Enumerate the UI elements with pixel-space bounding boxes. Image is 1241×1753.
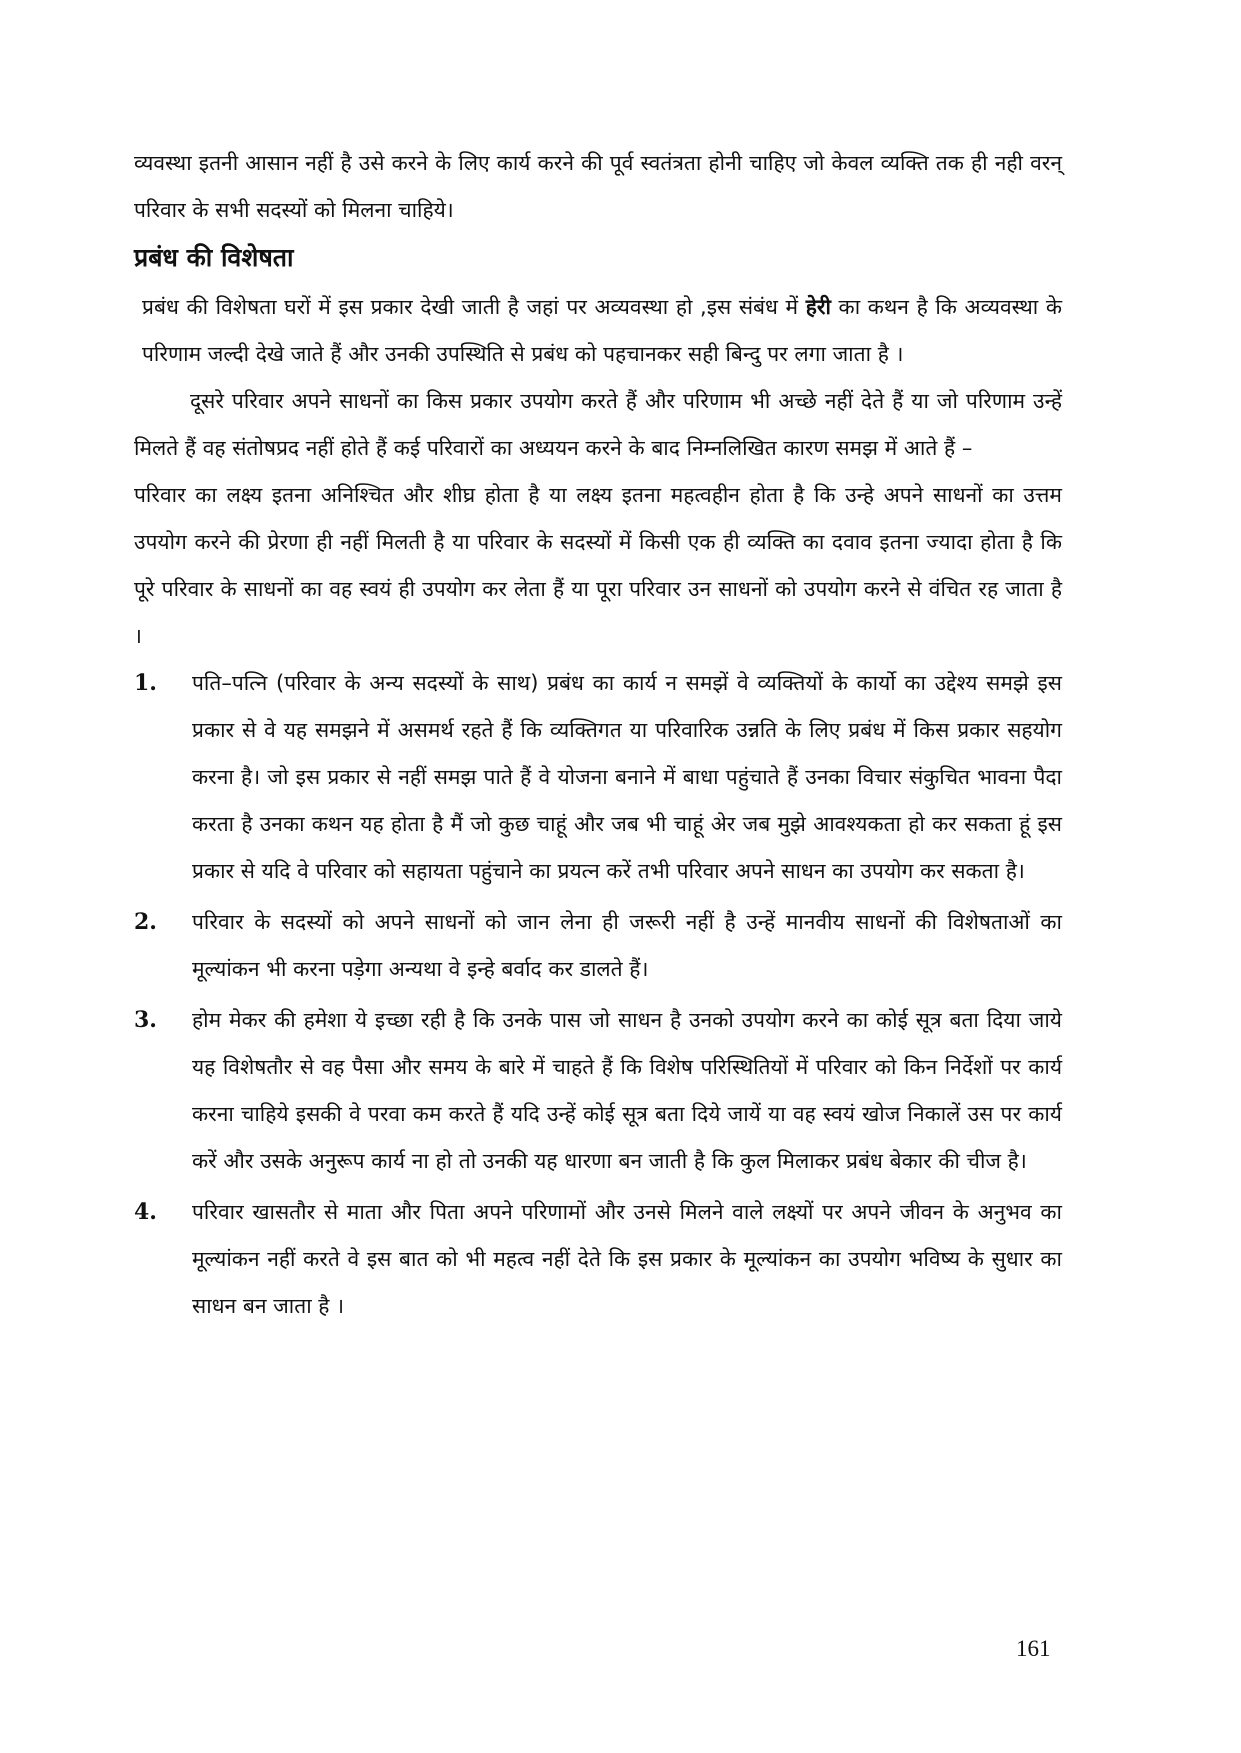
list-number: 4. bbox=[134, 1199, 157, 1225]
page-content bbox=[134, 140, 1062, 1330]
list-number: 3. bbox=[134, 1007, 157, 1033]
paragraph-1 bbox=[134, 284, 1062, 378]
list-text: पति–पत्नि (परिवार के अन्य सदस्यों के साथ) प्रबंध का कार्य न समझें वे व्यक्तियों के कार्यो का उद्देश्य समझे इस प्रकार से वे यह समझने में असमर्थ रहते हैं कि व्यक्तिगत या परिवारिक उन्नति के लिए प्रबंध में किस प्रकार सहयोग करना है। जो इस प्रकार से नहीं समझ पाते हैं वे योजना बनाने में बाधा पहुंचाते हैं उनका विचार संकुचित भावना पैदा करता है उनका कथन यह होता है मैं जो कुछ चाहूं और जब भी चाहूं अेर जब मुझे आवश्यकता हो कर सकता हूं इस प्रकार से यदि वे परिवार को सहायता पहुंचाने का प्रयत्न करें तभी परिवार अपने साधन का उपयोग कर सकता है। bbox=[192, 671, 1062, 883]
paragraph-1-end: का कथन है कि अव्यवस्था के परिणाम जल्दी देखे जाते हैं और उनकी उपस्थिति से प्रबंध को पहचानकर सही बिन्दु पर लगा जाता है । bbox=[142, 295, 1062, 366]
paragraph-2: दूसरे परिवार अपने साधनों का किस प्रकार उपयोग करते हैं और परिणाम भी अच्छे नहीं देते हैं या जो परिणाम उन्हें मिलते हैं वह संतोषप्रद नहीं होते हैं कई परिवारों का अध्ययन करने के बाद निम्नलिखित कारण समझ में आते हैं – bbox=[134, 389, 1062, 460]
section-heading: प्रबंध की विशेषता bbox=[134, 243, 294, 272]
list-text: परिवार खासतौर से माता और पिता अपने परिणामों और उनसे मिलने वाले लक्ष्यों पर अपने जीवन के अनुभव का मूल्यांकन नहीं करते वे इस बात को भी महत्व नहीं देते कि इस प्रकार के मूल्यांकन का उपयोग भविष्य के सुधार का साधन बन जाता है । bbox=[192, 1200, 1062, 1318]
paragraph-1-start: प्रबंध की विशेषता घरों में इस प्रकार देखी जाती है जहां पर अव्यवस्था हो ,इस संबंध में bbox=[142, 295, 806, 319]
list-text: परिवार के सदस्यों को अपने साधनों को जान लेना ही जरूरी नहीं है उन्हें मानवीय साधनों की विशेषताओं का मूल्यांकन भी करना पड़ेगा अन्यथा वे इन्हे बर्वाद कर डालते हैं। bbox=[192, 910, 1062, 981]
page-number: 161 bbox=[1016, 1636, 1051, 1661]
list-number: 2. bbox=[134, 909, 157, 935]
list-number: 1. bbox=[134, 670, 157, 696]
paragraph-1-bold-name: हेरी bbox=[805, 295, 831, 319]
list-item bbox=[134, 1189, 1062, 1330]
list-item bbox=[134, 899, 1062, 993]
list-text: होम मेकर की हमेशा ये इच्छा रही है कि उनके पास जो साधन है उनको उपयोग करने का कोई सूत्र बता दिया जाये यह विशेषतौर से वह पैसा और समय के बारे में चाहते हैं कि विशेष परिस्थितियों में परिवार को किन निर्देशों पर कार्य करना चाहिये इसकी वे परवा कम करते हैं यदि उन्हें कोई सूत्र बता दिये जायें या वह स्वयं खोज निकालें उस पर कार्य करें और उसके अनुरूप कार्य ना हो तो उनकी यह धारणा बन जाती है कि कुल मिलाकर प्रबंध बेकार की चीज है। bbox=[192, 1008, 1062, 1173]
list-item bbox=[134, 997, 1062, 1185]
intro-paragraph: व्यवस्था इतनी आसान नहीं है उसे करने के लिए कार्य करने की पूर्व स्वतंत्रता होनी चाहिए जो केवल व्यक्ति तक ही नही वरन् परिवार के सभी सदस्यों को मिलना चाहिये। bbox=[134, 151, 1062, 222]
list-item bbox=[134, 660, 1062, 895]
paragraph-3: परिवार का लक्ष्य इतना अनिश्चित और शीघ्र होता है या लक्ष्य इतना महत्वहीन होता है कि उन्हे अपने साधनों का उत्तम उपयोग करने की प्रेरणा ही नहीं मिलती है या परिवार के सदस्यों में किसी एक ही व्यक्ति का दवाव इतना ज्यादा होता है कि पूरे परिवार के साधनों का वह स्वयं ही उपयोग कर लेता हैं या पूरा परिवार उन साधनों को उपयोग करने से वंचित रह जाता है । bbox=[134, 483, 1062, 648]
